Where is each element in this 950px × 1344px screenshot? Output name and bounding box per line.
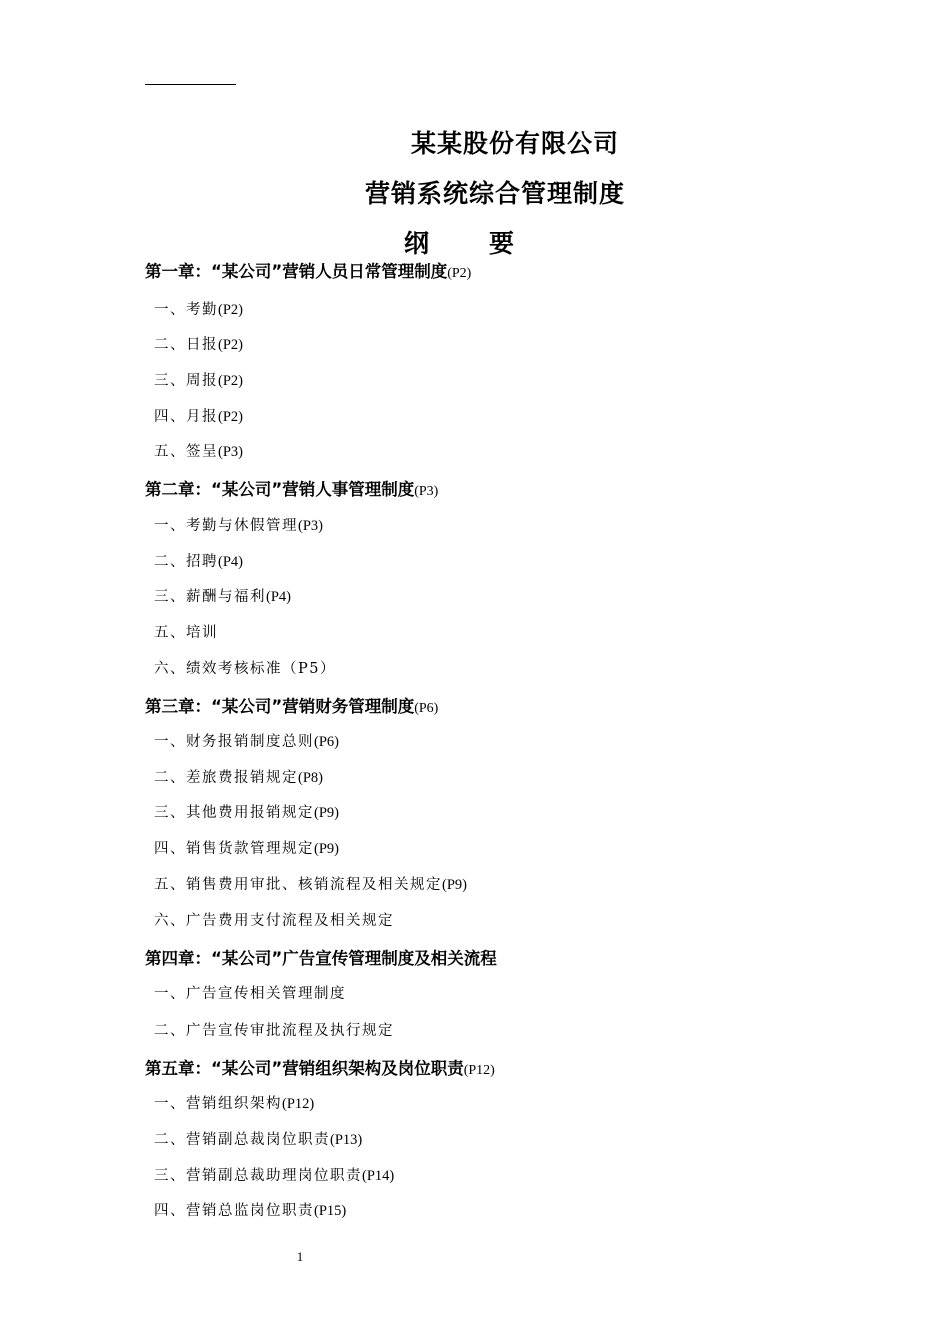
toc-item — [154, 730, 950, 751]
company-title: 某某股份有限公司 — [410, 129, 619, 158]
toc-item — [154, 298, 950, 319]
toc-item-title: 一、考勤 — [154, 302, 218, 318]
toc-item-title: 六、绩效考核标准（P5） — [154, 661, 336, 677]
toc-item — [154, 514, 950, 535]
toc-item-title: 一、营销组织架构 — [154, 1096, 282, 1112]
toc-page-ref: (P15) — [314, 1203, 347, 1219]
toc-page-ref: (P2) — [218, 373, 243, 389]
toc-item-title: 五、签呈 — [154, 444, 218, 460]
toc-chapter-title: 第二章：“某公司”营销人事管理制度 — [145, 480, 415, 499]
toc-item-title: 四、月报 — [154, 409, 218, 425]
toc-item-title: 五、培训 — [154, 625, 218, 641]
toc-item-title: 二、广告宣传审批流程及执行规定 — [154, 1023, 394, 1039]
toc-item — [154, 1019, 950, 1040]
toc-item — [154, 873, 950, 894]
toc-item-title: 二、差旅费报销规定 — [154, 770, 298, 786]
toc-chapter-title: 第一章：“某公司”营销人员日常管理制度 — [145, 262, 448, 281]
toc-item — [154, 550, 950, 571]
toc-item-title: 二、营销副总裁岗位职责 — [154, 1132, 330, 1148]
toc-chapter — [145, 258, 950, 282]
toc-page-ref: (P12) — [463, 1063, 495, 1078]
toc-chapter — [145, 693, 950, 717]
toc-item — [154, 1164, 950, 1185]
toc-chapter-title: 第四章：“某公司”广告宣传管理制度及相关流程 — [145, 949, 497, 968]
toc-page-ref: (P2) — [218, 302, 243, 318]
toc-item — [154, 801, 950, 822]
toc-item-title: 三、营销副总裁助理岗位职责 — [154, 1168, 362, 1184]
toc-item-title: 一、财务报销制度总则 — [154, 734, 314, 750]
toc-item — [154, 1199, 950, 1220]
toc-page-ref: (P9) — [442, 877, 467, 893]
toc-item-title: 三、薪酬与福利 — [154, 589, 266, 605]
toc-item-title: 二、日报 — [154, 337, 218, 353]
document-title: 营销系统综合管理制度 — [364, 179, 625, 208]
toc-item — [154, 621, 950, 642]
toc-chapter — [145, 476, 950, 500]
toc-page-ref: (P2) — [218, 337, 243, 353]
toc-page-ref: (P12) — [282, 1096, 315, 1112]
toc-item-title: 一、广告宣传相关管理制度 — [154, 986, 346, 1002]
toc-item — [154, 1128, 950, 1149]
toc-item-title: 四、营销总监岗位职责 — [154, 1203, 314, 1219]
toc-item — [154, 909, 950, 930]
toc-page-ref: (P8) — [298, 770, 323, 786]
toc-page-ref: (P14) — [362, 1168, 395, 1184]
toc-item — [154, 657, 950, 678]
toc-page-ref: (P9) — [314, 841, 339, 857]
toc-item-title: 五、销售费用审批、核销流程及相关规定 — [154, 877, 442, 893]
toc-item — [154, 1092, 950, 1113]
toc-chapter-title: 第五章：“某公司”营销组织架构及岗位职责 — [145, 1059, 464, 1078]
toc-chapter-title: 第三章：“某公司”营销财务管理制度 — [145, 697, 415, 716]
toc-item-title: 三、其他费用报销规定 — [154, 805, 314, 821]
toc-page-ref: (P4) — [218, 554, 243, 570]
toc-item-title: 四、销售货款管理规定 — [154, 841, 314, 857]
toc-page-ref: (P9) — [314, 805, 339, 821]
toc-item-title: 三、周报 — [154, 373, 218, 389]
toc-page-ref: (P4) — [266, 589, 291, 605]
toc-item — [154, 369, 950, 390]
toc-item — [154, 405, 950, 426]
toc-page-ref: (P3) — [298, 518, 323, 534]
toc-chapter — [145, 1055, 950, 1079]
toc-item — [154, 982, 950, 1003]
toc-chapter — [145, 945, 950, 969]
toc-page-ref: (P3) — [218, 444, 243, 460]
toc-page-ref: (P13) — [330, 1132, 363, 1148]
toc-item — [154, 440, 950, 461]
toc-item — [154, 837, 950, 858]
toc-item-title: 六、广告费用支付流程及相关规定 — [154, 913, 394, 929]
page-number: 1 — [296, 1249, 304, 1264]
outline-heading: 纲要 — [403, 229, 574, 258]
toc-item — [154, 585, 950, 606]
toc-page-ref: (P6) — [314, 734, 339, 750]
header-rule — [145, 84, 236, 85]
toc-item-title: 二、招聘 — [154, 554, 218, 570]
toc-page-ref: (P6) — [414, 701, 439, 716]
toc-page-ref: (P2) — [218, 409, 243, 425]
toc-page-ref: (P3) — [414, 484, 439, 499]
toc-item — [154, 333, 950, 354]
toc-item — [154, 766, 950, 787]
toc-page-ref: (P2) — [447, 266, 472, 281]
toc-item-title: 一、考勤与休假管理 — [154, 518, 298, 534]
